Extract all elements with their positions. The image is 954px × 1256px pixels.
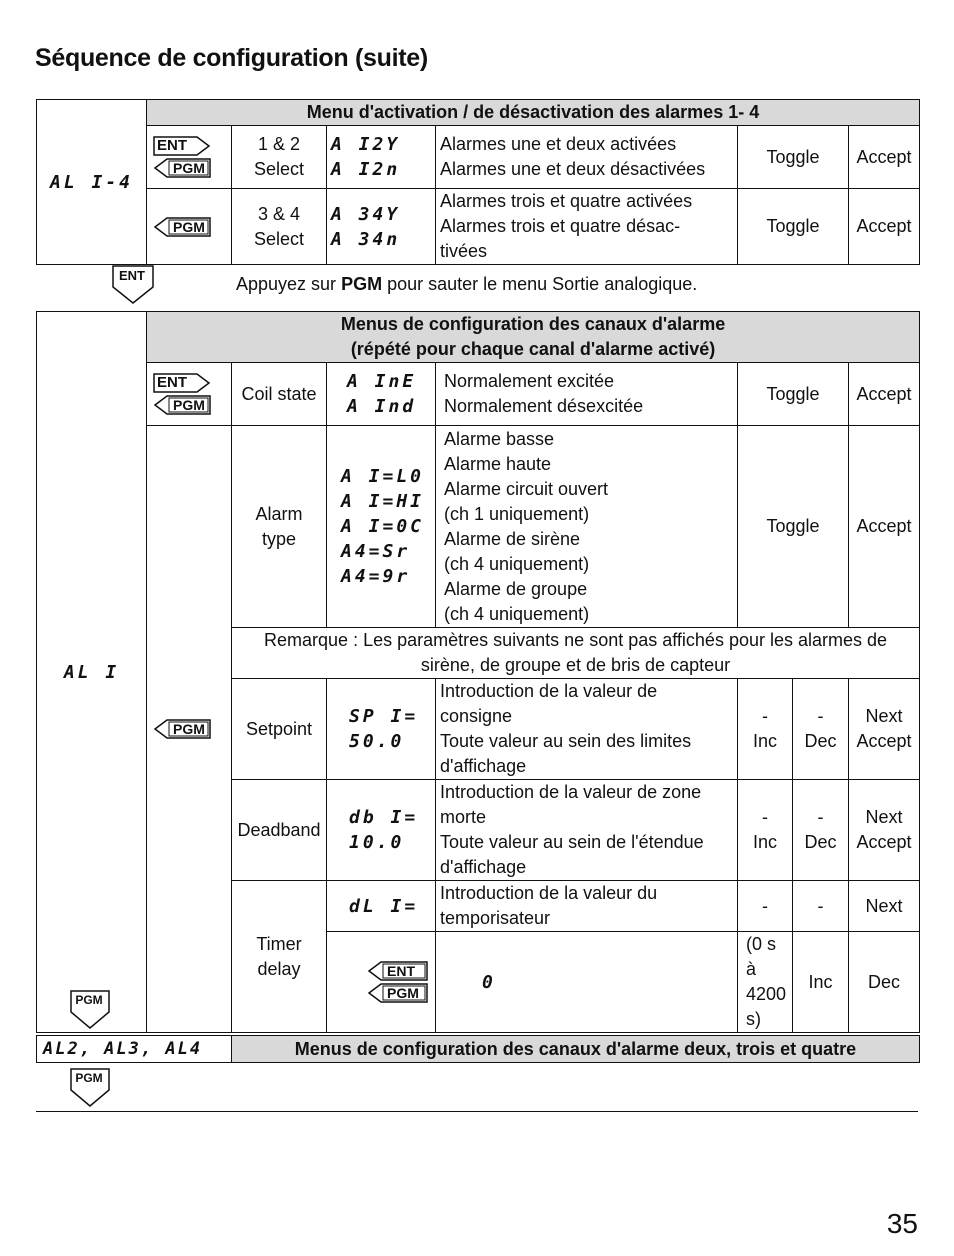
ent-action: Next bbox=[849, 881, 920, 932]
table3-header: Menus de configuration des canaux d'alarme deux, trois et quatre bbox=[232, 1036, 920, 1063]
pgm-down-key-icon: PGM bbox=[70, 990, 114, 1030]
ent-key-icon: ENT bbox=[153, 373, 211, 393]
ent-action: Accept bbox=[849, 126, 920, 189]
table-row bbox=[37, 426, 920, 628]
down-action: Dec bbox=[849, 932, 920, 1033]
display-values: SP I= 50.0 bbox=[327, 679, 436, 780]
display-values: A InE A Ind bbox=[327, 363, 436, 426]
up-action: - bbox=[738, 881, 793, 932]
description: Introduction de la valeur de consigne Toute valeur au sein des limites d'affichage bbox=[436, 679, 738, 780]
up-action: - Inc bbox=[738, 780, 793, 881]
up-action: Inc bbox=[793, 932, 849, 1033]
up-action: Toggle bbox=[738, 426, 849, 628]
description: (0 s à 4200 s) bbox=[738, 932, 793, 1033]
param-label: Setpoint bbox=[232, 679, 327, 780]
table-row bbox=[37, 363, 920, 426]
display-values: dL I= bbox=[327, 881, 436, 932]
up-action: Toggle bbox=[738, 189, 849, 265]
down-action: - Dec bbox=[793, 780, 849, 881]
param-label: Coil state bbox=[232, 363, 327, 426]
description: Alarmes une et deux activées Alarmes une et deux désactivées bbox=[436, 126, 738, 189]
table-row bbox=[37, 189, 920, 265]
ent-action: Accept bbox=[849, 189, 920, 265]
display-values: 0 bbox=[436, 932, 738, 1033]
page-number: 35 bbox=[886, 1208, 918, 1239]
alarm-activation-table bbox=[36, 99, 920, 265]
pgm-key-icon: PGM bbox=[367, 983, 429, 1003]
page-title: Séquence de configuration (suite) bbox=[35, 44, 428, 72]
ent-action: Accept bbox=[849, 426, 920, 628]
pgm-key-icon: PGM bbox=[153, 395, 211, 415]
select-label: 1 & 2 Select bbox=[232, 126, 327, 189]
up-action: Toggle bbox=[738, 126, 849, 189]
select-label: 3 & 4 Select bbox=[232, 189, 327, 265]
table2-header: Menus de configuration des canaux d'alarme (répété pour chaque canal d'alarme activé) bbox=[147, 312, 920, 363]
ent-action: Next Accept bbox=[849, 679, 920, 780]
pgm-key-icon: PGM bbox=[153, 158, 211, 178]
remark: Remarque : Les paramètres suivants ne sont pas affichés pour les alarmes de sirène, de groupe et de bris de capteur bbox=[232, 628, 920, 679]
ent-action: Accept bbox=[849, 363, 920, 426]
param-label: Timer delay bbox=[232, 881, 327, 1033]
table-row bbox=[37, 126, 920, 189]
description: Alarme basse Alarme haute Alarme circuit ouvert (ch 1 uniquement) Alarme de sirène (ch 4 uniquement) Alarme de groupe (ch 4 uniquement) bbox=[436, 426, 738, 628]
ent-down-key-icon: ENT bbox=[112, 265, 156, 305]
key-cell bbox=[147, 363, 232, 426]
divider bbox=[36, 1111, 918, 1112]
ent-key-icon: ENT bbox=[367, 961, 429, 981]
key-cell bbox=[147, 126, 232, 189]
key-cell bbox=[327, 932, 436, 1033]
display-values: A I=L0 A I=HI A I=0C A4=Sr A4=9r bbox=[327, 426, 436, 628]
ent-key-icon: ENT bbox=[153, 136, 211, 156]
ent-action: Next Accept bbox=[849, 780, 920, 881]
alarm-channels-2-4-table bbox=[36, 1035, 920, 1063]
display-al1-4: AL I-4 bbox=[37, 100, 147, 265]
key-cell bbox=[147, 426, 232, 1033]
display-values: A 34Y A 34n bbox=[327, 189, 436, 265]
description: Introduction de la valeur du temporisateur bbox=[436, 881, 738, 932]
table1-header: Menu d'activation / de désactivation des alarmes 1- 4 bbox=[147, 100, 920, 126]
down-action: - bbox=[793, 881, 849, 932]
skip-note: Appuyez sur PGM pour sauter le menu Sortie analogique. bbox=[236, 274, 698, 294]
alarm-channel-table bbox=[36, 311, 920, 1033]
description: Introduction de la valeur de zone morte Toute valeur au sein de l'étendue d'affichage bbox=[436, 780, 738, 881]
pgm-key-icon: PGM bbox=[153, 217, 211, 237]
param-label: Deadband bbox=[232, 780, 327, 881]
up-action: Toggle bbox=[738, 363, 849, 426]
display-values: A I2Y A I2n bbox=[327, 126, 436, 189]
up-action: - Inc bbox=[738, 679, 793, 780]
pgm-down-key-icon: PGM bbox=[70, 1068, 114, 1108]
display-al1: AL I bbox=[37, 312, 147, 1033]
down-action: - Dec bbox=[793, 679, 849, 780]
param-label: Alarm type bbox=[232, 426, 327, 628]
key-cell bbox=[147, 189, 232, 265]
display-al2-al4: AL2, AL3, AL4 bbox=[37, 1036, 232, 1063]
pgm-key-icon: PGM bbox=[153, 719, 211, 739]
description: Alarmes trois et quatre activées Alarmes trois et quatre désac- tivées bbox=[436, 189, 738, 265]
description: Normalement excitée Normalement désexcitée bbox=[436, 363, 738, 426]
display-values: db I= 10.0 bbox=[327, 780, 436, 881]
